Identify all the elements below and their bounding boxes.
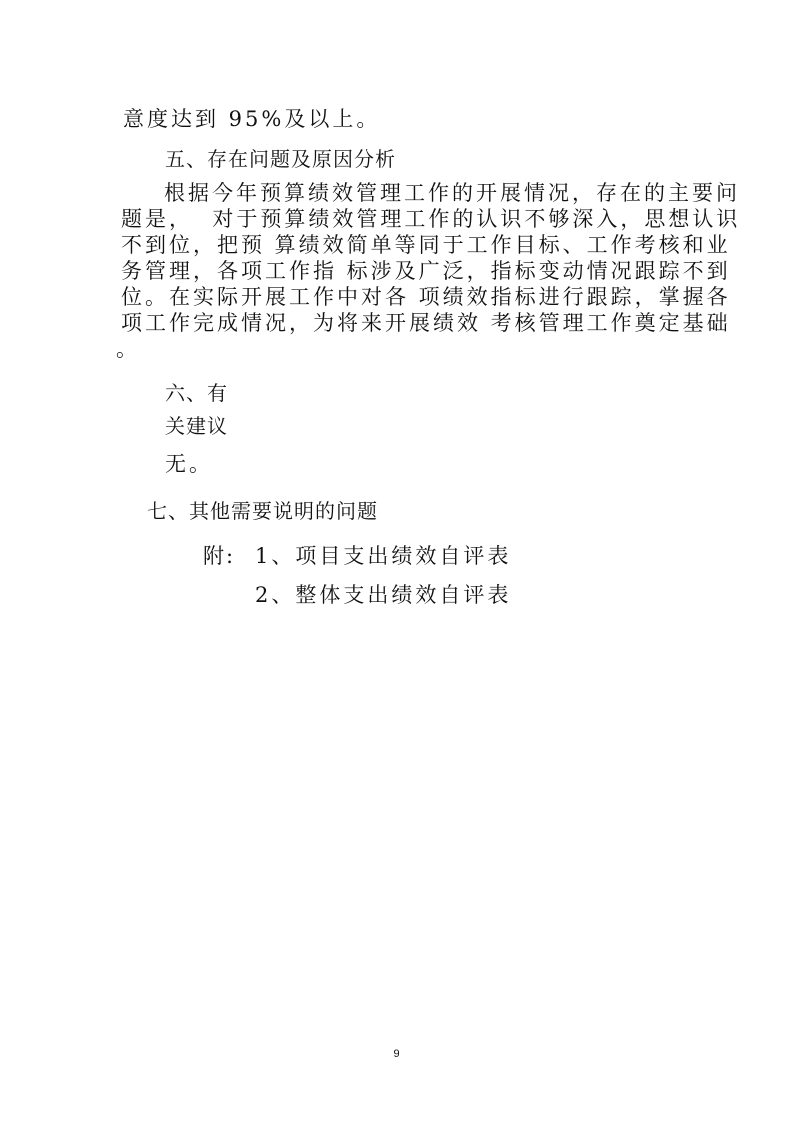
attachments-label: 附:: [203, 544, 236, 568]
section-5-line: 题是， 对于预算绩效管理工作的认识不够深入，思想认识: [121, 207, 741, 231]
section-6-heading-part2: 关建议: [165, 414, 228, 438]
intro-tail-text: 意度达到 95%及以上。: [123, 107, 381, 131]
section-7-heading: 七、其他需要说明的问题: [147, 499, 378, 523]
section-5-line: 项工作完成情况，为将来开展绩效 考核管理工作奠定基础: [121, 311, 731, 335]
section-5-line: 位。在实际开展工作中对各 项绩效指标进行跟踪，掌握各: [121, 285, 731, 309]
section-5-line: 务管理，各项工作指 标涉及广泛，指标变动情况跟踪不到: [121, 259, 731, 283]
section-6-heading-part1: 六、有: [165, 381, 228, 405]
section-5-line: 。: [116, 337, 140, 361]
attachment-item: 1、项目支出绩效自评表: [255, 544, 512, 568]
section-5-heading: 五、存在问题及原因分析: [165, 147, 396, 171]
section-6-content: 无。: [165, 452, 213, 476]
attachment-item: 2、整体支出绩效自评表: [255, 583, 512, 607]
section-5-line: 根据今年预算绩效管理工作的开展情况，存在的主要问: [164, 181, 740, 205]
section-5-line: 不到位，把预 算绩效简单等同于工作目标、工作考核和业: [121, 233, 731, 257]
page-number: 9: [393, 1048, 400, 1060]
